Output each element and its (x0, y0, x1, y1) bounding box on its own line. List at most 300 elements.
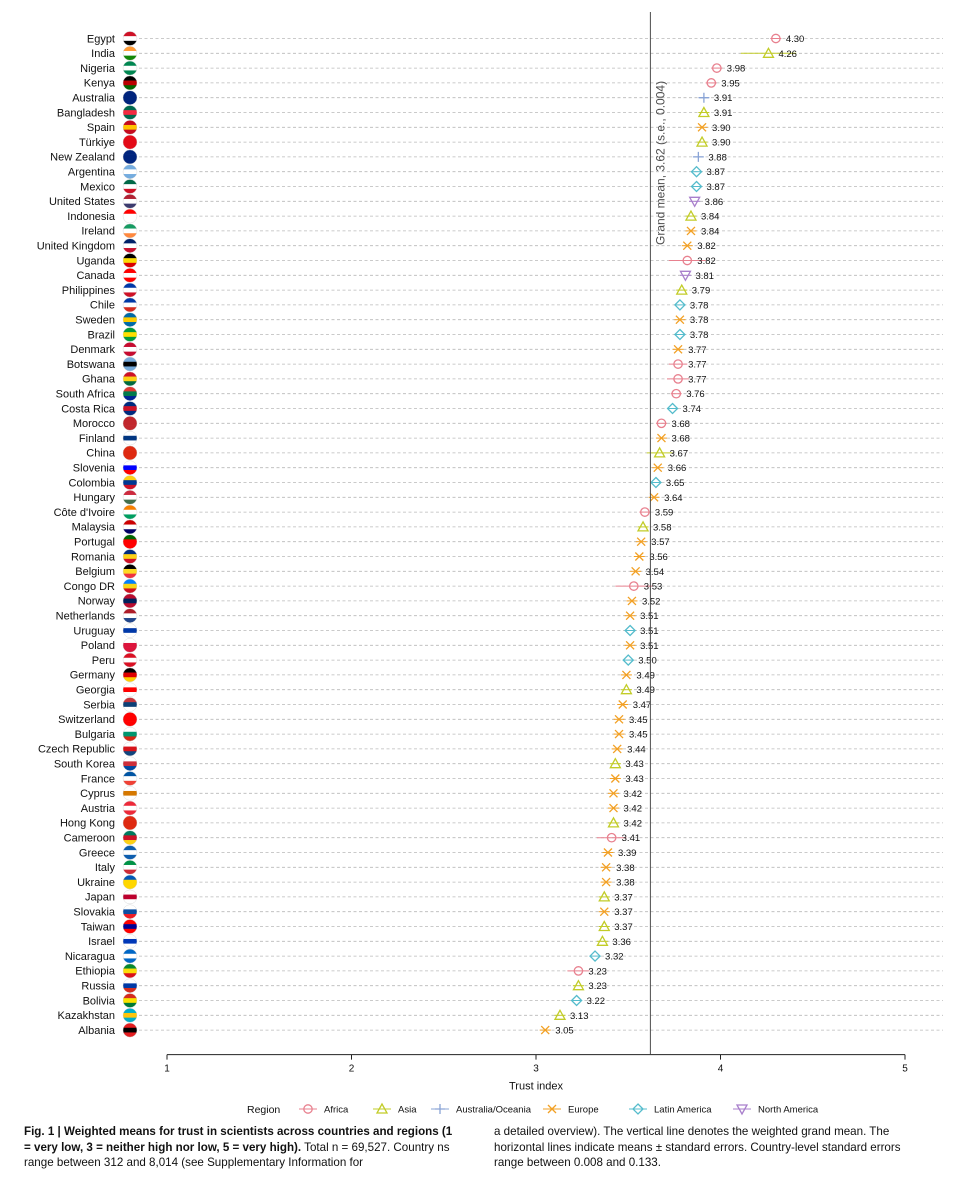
flag-band (123, 673, 137, 678)
flag-band (123, 332, 137, 337)
country-row-costa-rica (61, 402, 943, 416)
x-axis (164, 1055, 908, 1075)
country-label: Taiwan (80, 921, 115, 934)
flag-band (123, 505, 137, 510)
country-row-netherlands (56, 609, 943, 623)
country-label: Côte d'Ivoire (53, 506, 115, 519)
country-row-nigeria (80, 61, 943, 75)
value-label: 3.42 (623, 818, 642, 830)
flag-band (123, 969, 137, 974)
country-row-congo-dr (64, 579, 943, 593)
flag-band (123, 905, 137, 910)
flag-band (123, 994, 137, 999)
x-axis-title: Trust index (508, 1080, 564, 1093)
value-label: 3.13 (569, 1010, 589, 1022)
flag-band (123, 254, 137, 259)
flag-band (123, 939, 137, 944)
legend-item-africa (299, 1105, 349, 1116)
flag-band (123, 165, 137, 170)
flag-band (123, 36, 137, 41)
country-row-hungary (73, 490, 943, 504)
value-label: 3.74 (682, 404, 702, 415)
country-row-uganda (76, 254, 943, 268)
flag-band (123, 846, 137, 851)
value-label: 3.49 (636, 685, 655, 697)
flag-band (123, 46, 137, 51)
country-label: Cameroon (63, 832, 115, 845)
flag-band (123, 698, 137, 703)
value-label: 3.45 (629, 714, 648, 726)
country-label: Japan (85, 891, 115, 904)
country-row-italy (95, 860, 943, 874)
value-label: 3.95 (721, 78, 740, 90)
country-label: Ukraine (77, 876, 115, 889)
country-row-canada (76, 268, 943, 282)
flag-band (123, 377, 137, 382)
country-label: Italy (94, 862, 115, 875)
flag-band (123, 850, 137, 855)
legend-item-asia (373, 1104, 417, 1116)
value-label: 3.05 (555, 1025, 574, 1037)
country-row-morocco (73, 416, 943, 430)
value-label: 3.52 (641, 596, 661, 608)
country-row-peru (92, 653, 943, 667)
country-row-indonesia (67, 209, 943, 223)
country-label: Sweden (75, 314, 115, 327)
country-row-cyprus (80, 786, 943, 800)
value-label: 3.43 (625, 774, 644, 785)
value-label: 3.22 (586, 996, 606, 1007)
value-label: 4.26 (778, 48, 797, 60)
value-label: 3.38 (616, 877, 635, 889)
legend-item-europe (543, 1105, 599, 1116)
flag-band (123, 599, 137, 604)
flag-band (123, 495, 137, 500)
flag-band (123, 258, 137, 263)
flag-band (123, 298, 137, 303)
value-label: 3.38 (616, 862, 635, 874)
x-tick-label: 4 (717, 1063, 724, 1075)
flag-band (123, 391, 137, 396)
flag-band (123, 76, 137, 81)
value-label: 3.67 (669, 448, 689, 460)
country-label: Spain (86, 122, 115, 135)
country-row-spain (87, 120, 943, 134)
value-label: 3.53 (643, 581, 663, 593)
flag-band (123, 224, 137, 229)
country-label: Netherlands (55, 610, 115, 623)
flag-band (123, 687, 137, 692)
flag-band (123, 150, 137, 155)
legend-label: Europe (568, 1104, 599, 1116)
country-row-egypt (87, 32, 943, 46)
flag-band (123, 835, 137, 840)
value-label: 3.51 (640, 611, 659, 623)
flag-band (123, 890, 137, 895)
country-row-botswana (67, 357, 943, 371)
value-label: 3.98 (726, 63, 746, 75)
country-row-finland (79, 431, 943, 445)
country-row-belgium (75, 564, 943, 578)
value-label: 3.37 (614, 907, 633, 919)
flag-band (123, 209, 137, 214)
flag-band (123, 313, 137, 318)
flag-band (123, 821, 137, 826)
country-label: United States (48, 196, 115, 209)
value-label: 3.23 (588, 981, 607, 993)
legend-label: Latin America (654, 1104, 712, 1116)
flag-band (123, 180, 137, 185)
country-row-ethiopia (75, 964, 943, 978)
country-label: Switzerland (58, 714, 115, 727)
country-row-switzerland (58, 712, 943, 726)
flag-band (123, 436, 137, 441)
country-label: Bangladesh (56, 107, 115, 120)
flag-band (123, 155, 137, 160)
country-row-czech-republic (38, 742, 943, 756)
value-label: 3.87 (706, 182, 726, 193)
data-point-marker (693, 152, 703, 162)
flag-band (123, 539, 137, 544)
country-row-slovenia (73, 461, 943, 475)
country-label: Czech Republic (37, 743, 115, 756)
legend-label: Australia/Oceania (456, 1104, 531, 1116)
country-label: Portugal (74, 536, 115, 549)
country-label: Congo DR (63, 580, 115, 593)
flag-band (123, 387, 137, 392)
country-label: Finland (78, 432, 115, 445)
country-row-south-africa (56, 387, 943, 401)
flag-band (123, 638, 137, 643)
flag-band (123, 895, 137, 900)
flag-band (123, 909, 137, 914)
country-label: Botswana (66, 358, 115, 371)
flag-band (123, 283, 137, 288)
flag-band (123, 791, 137, 796)
flag-band (123, 520, 137, 525)
value-label: 3.65 (665, 478, 685, 489)
value-label: 3.64 (664, 492, 683, 504)
flag-band (123, 342, 137, 347)
value-label: 3.45 (629, 729, 648, 741)
country-label: Greece (78, 847, 115, 860)
flag-band (123, 702, 137, 707)
country-row-france (81, 772, 943, 786)
value-label: 3.88 (708, 152, 727, 164)
flag-band (123, 554, 137, 559)
flag-band (123, 199, 137, 204)
flag-band (123, 194, 137, 199)
country-label: Russia (81, 980, 115, 993)
value-label: 3.87 (706, 167, 726, 179)
country-label: Hong Kong (59, 817, 115, 830)
country-row-hong-kong (60, 816, 943, 830)
flag-band (123, 609, 137, 614)
flag-band (123, 95, 137, 100)
legend-label: Africa (324, 1104, 349, 1116)
flag-band (123, 431, 137, 436)
flag-band (123, 1023, 137, 1028)
country-label: Peru (91, 654, 115, 667)
flag-band (123, 880, 137, 885)
value-label: 3.57 (651, 537, 670, 549)
flag-band (123, 683, 137, 688)
value-label: 3.78 (689, 300, 709, 312)
country-label: Ethiopia (75, 965, 115, 978)
flag-band (123, 954, 137, 959)
country-row-india (91, 46, 943, 60)
country-label: Germany (69, 669, 115, 682)
flag-band (123, 328, 137, 333)
value-label: 3.68 (671, 418, 690, 430)
country-row-kenya (84, 76, 943, 90)
flag-band (123, 184, 137, 189)
flag-band (123, 658, 137, 663)
country-row-bangladesh (57, 106, 943, 120)
country-row-mexico (80, 180, 943, 194)
value-label: 3.23 (588, 966, 607, 978)
country-row-poland (81, 638, 943, 652)
country-row-uruguay (73, 624, 943, 638)
country-label: Georgia (75, 684, 115, 697)
country-row-colombia (69, 476, 943, 490)
country-row-germany (70, 668, 943, 682)
flag-band (123, 979, 137, 984)
value-label: 3.47 (632, 700, 652, 711)
value-label: 3.91 (713, 93, 733, 105)
value-label: 3.77 (688, 359, 707, 371)
value-label: 3.82 (697, 256, 716, 267)
flag-band (123, 742, 137, 747)
country-label: Canada (76, 270, 115, 283)
value-label: 3.42 (623, 803, 642, 815)
flag-band (123, 91, 137, 96)
flag-band (123, 490, 137, 495)
country-row-greece (79, 846, 943, 860)
country-row-romania (71, 550, 943, 564)
value-label: 3.68 (671, 433, 690, 445)
country-label: Malaysia (71, 521, 115, 534)
value-label: 3.51 (640, 640, 659, 652)
flag-band (123, 786, 137, 791)
country-row-russia (81, 979, 943, 993)
country-label: China (86, 447, 115, 460)
legend-title: Region (247, 1104, 281, 1116)
value-label: 3.44 (627, 744, 646, 756)
flag-band (123, 510, 137, 515)
country-label: Egypt (86, 33, 115, 46)
country-label: France (80, 773, 115, 786)
flag-band (123, 317, 137, 322)
value-label: 3.59 (654, 507, 674, 519)
flag-band (123, 120, 137, 125)
flag-band (123, 135, 137, 140)
country-label: Hungary (73, 492, 115, 505)
country-label: Nicaragua (64, 950, 115, 963)
legend-item-north-america (733, 1105, 819, 1116)
flag-band (123, 564, 137, 569)
flag-band (123, 579, 137, 584)
flag-band (123, 525, 137, 530)
country-label: South Africa (55, 388, 115, 401)
country-row-philippines (62, 283, 943, 297)
legend-label: Asia (398, 1104, 417, 1116)
flag-band (123, 727, 137, 732)
x-tick-label: 5 (902, 1063, 908, 1075)
value-label: 3.42 (623, 788, 642, 800)
flag-band (123, 776, 137, 781)
country-label: Ghana (81, 373, 115, 386)
country-label: Denmark (70, 344, 115, 357)
country-label: Colombia (68, 477, 115, 490)
country-row-brazil (87, 328, 943, 342)
flag-band (123, 66, 137, 71)
value-label: 4.30 (785, 34, 805, 45)
country-label: United Kingdom (36, 240, 115, 253)
x-tick-label: 1 (164, 1063, 170, 1075)
flag-band (123, 1028, 137, 1033)
flag-band (123, 732, 137, 737)
flag-band (123, 169, 137, 174)
country-label: Argentina (67, 166, 115, 179)
value-label: 3.39 (617, 848, 637, 859)
country-label: Israel (88, 936, 115, 949)
country-label: Chile (89, 299, 115, 312)
flag-band (123, 357, 137, 362)
flag-band (123, 875, 137, 880)
country-row-bulgaria (75, 727, 943, 741)
flag-band (123, 402, 137, 407)
x-tick-label: 2 (348, 1063, 355, 1075)
flag-band (123, 924, 137, 929)
flag-band (123, 806, 137, 811)
value-label: 3.90 (712, 137, 731, 149)
flag-band (123, 801, 137, 806)
country-label: New Zealand (50, 151, 115, 164)
country-label: Bulgaria (74, 728, 115, 741)
country-label: Austria (80, 802, 115, 815)
flag-band (123, 32, 137, 37)
value-label: 3.36 (612, 936, 631, 948)
country-label: Norway (77, 595, 115, 608)
flag-band (123, 668, 137, 673)
country-label: Indonesia (67, 210, 115, 223)
flag-band (123, 761, 137, 766)
flag-band (123, 594, 137, 599)
country-label: Poland (80, 640, 115, 653)
flag-band (123, 303, 137, 308)
country-row-bolivia (83, 994, 943, 1008)
country-row-ghana (82, 372, 943, 386)
flag-band (123, 831, 137, 836)
country-row-ukraine (77, 875, 943, 889)
country-label: Bolivia (82, 995, 115, 1008)
flag-band (123, 362, 137, 367)
country-label: Australia (72, 92, 115, 105)
value-label: 3.50 (638, 655, 657, 667)
legend (247, 1104, 819, 1116)
flag-band (123, 446, 137, 451)
value-label: 3.49 (636, 670, 655, 682)
value-label: 3.32 (605, 951, 624, 963)
flag-band (123, 712, 137, 717)
country-label: Uruguay (73, 625, 115, 638)
country-label: India (91, 48, 115, 61)
country-label: Kazakhstan (57, 1010, 115, 1023)
flag-band (123, 406, 137, 411)
country-rows (37, 32, 943, 1038)
flag-band (123, 268, 137, 273)
country-row-georgia (76, 683, 943, 697)
country-label: Slovenia (72, 462, 115, 475)
value-label: 3.86 (704, 196, 724, 208)
flag-band (123, 628, 137, 633)
flag-band (123, 273, 137, 278)
country-row-norway (78, 594, 943, 608)
value-label: 3.78 (689, 315, 709, 327)
country-row-united-states (49, 194, 943, 208)
flag-band (123, 772, 137, 777)
country-label: Philippines (61, 284, 115, 297)
country-label: Kenya (83, 77, 115, 90)
country-row-united-kingdom (37, 239, 943, 253)
value-label: 3.84 (700, 211, 720, 223)
flag-band (123, 125, 137, 130)
flag-band (123, 816, 137, 821)
flag-band (123, 865, 137, 870)
country-label: Türkiye (78, 136, 115, 149)
flag-band (123, 1008, 137, 1013)
caption-fig-label: Fig. 1 | Weighted means for trust in scientists across countries and regions (1 = very low, 3 = neither high nor low, 5 = very high). (24, 1125, 453, 1154)
value-label: 3.90 (712, 122, 731, 134)
flag-band (123, 860, 137, 865)
flag-band (123, 934, 137, 939)
value-label: 3.81 (695, 270, 714, 282)
country-label: Morocco (72, 418, 115, 431)
flag-band (123, 964, 137, 969)
value-label: 3.54 (645, 566, 665, 578)
flag-band (123, 998, 137, 1003)
value-label: 3.78 (689, 330, 709, 341)
caption-column-1 (24, 1124, 454, 1171)
value-label: 3.77 (688, 344, 707, 356)
flag-band (123, 550, 137, 555)
legend-item-latin-america (629, 1104, 712, 1116)
country-label: Nigeria (80, 62, 115, 75)
value-label: 3.91 (713, 108, 733, 119)
country-label: Uganda (76, 255, 115, 268)
legend-item-australia-oceania (431, 1104, 532, 1116)
country-row-c-te-d-ivoire (54, 505, 943, 519)
data-point-marker (699, 93, 709, 103)
flag-band (123, 61, 137, 66)
flag-band (123, 1013, 137, 1018)
country-label: Slovakia (73, 906, 115, 919)
flag-band (123, 476, 137, 481)
grand-mean-label: Grand mean, 3.62 (s.e., 0.004) (653, 80, 668, 245)
x-tick-label: 3 (533, 1063, 539, 1075)
country-label: South Korea (53, 758, 115, 771)
country-label: Cyprus (80, 788, 115, 801)
value-label: 3.56 (649, 552, 668, 563)
caption-column-2: a detailed overview). The vertical line denotes the weighted grand mean. The horizontal lines indicate means ± standard errors. Country-level standard errors range between 0.008 and 0.133. (494, 1125, 901, 1169)
flag-band (123, 920, 137, 925)
country-label: Romania (70, 551, 115, 564)
country-label: Belgium (75, 566, 115, 579)
flag-band (123, 653, 137, 658)
value-label: 3.37 (614, 892, 633, 904)
flag-band (123, 421, 137, 426)
